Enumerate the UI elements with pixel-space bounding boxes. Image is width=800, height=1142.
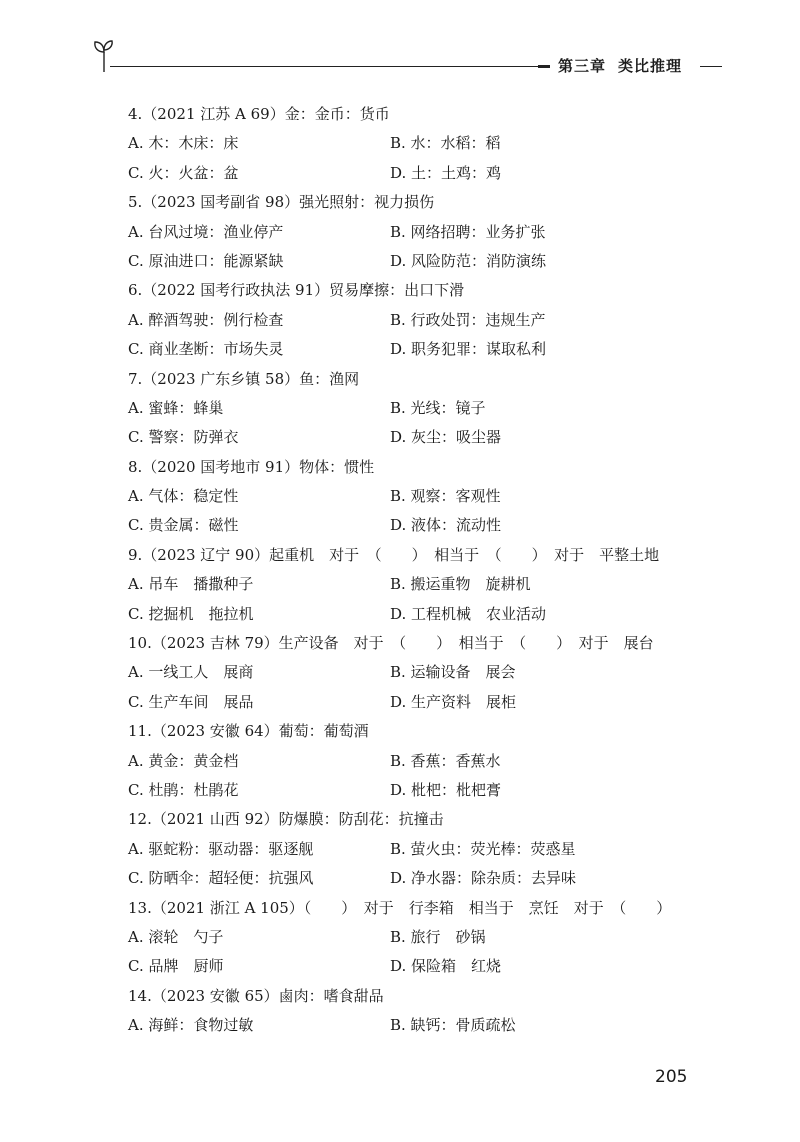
- answer-option: D. 土：土鸡：鸡: [390, 163, 502, 182]
- answer-option: A. 气体：稳定性: [128, 487, 239, 506]
- answer-option: D. 液体：流动性: [390, 516, 502, 535]
- sprout-icon: [92, 38, 116, 74]
- answer-option: B. 水：水稻：稻: [390, 134, 501, 153]
- answer-option: D. 净水器：除杂质：去异味: [390, 869, 577, 888]
- question-stem: 7.（2023 广东乡镇 58）鱼：渔网: [128, 369, 360, 388]
- answer-option: C. 警察：防弹衣: [128, 428, 239, 447]
- answer-option: C. 挖掘机 拖拉机: [128, 604, 254, 623]
- option-row: [128, 864, 708, 893]
- answer-option: D. 风险防范：消防演练: [390, 251, 547, 270]
- question-stem: 12.（2021 山西 92）防爆膜：防刮花：抗撞击: [128, 810, 444, 829]
- question-stem: 5.（2023 国考副省 98）强光照射：视力损伤: [128, 193, 435, 212]
- option-row: [128, 688, 708, 717]
- answer-option: B. 香蕉：香蕉水: [390, 751, 501, 770]
- option-row: [128, 658, 708, 687]
- option-row: [128, 923, 708, 952]
- answer-option: B. 缺钙：骨质疏松: [390, 1016, 516, 1035]
- header-rule-accent: [538, 65, 550, 68]
- answer-option: B. 萤火虫：荧光棒：荧惑星: [390, 839, 576, 858]
- answer-option: B. 搬运重物 旋耕机: [390, 575, 531, 594]
- question-stem: 13.（2021 浙江 A 105）（ ） 对于 行李箱 相当于 烹饪 对于 （ ）: [128, 898, 672, 917]
- answer-option: B. 运输设备 展会: [390, 663, 516, 682]
- option-row: [128, 600, 708, 629]
- option-row: [128, 306, 708, 335]
- answer-option: C. 原油进口：能源紧缺: [128, 251, 284, 270]
- answer-option: C. 火：火盆：盆: [128, 163, 239, 182]
- option-row: [128, 335, 708, 364]
- question-stem: 6.（2022 国考行政执法 91）贸易摩擦：出口下滑: [128, 281, 465, 300]
- answer-option: C. 贵金属：磁性: [128, 516, 239, 535]
- answer-option: B. 旅行 砂锅: [390, 927, 486, 946]
- option-row: [128, 835, 708, 864]
- answer-option: D. 工程机械 农业活动: [390, 604, 547, 623]
- option-row: [128, 218, 708, 247]
- option-row: [128, 129, 708, 158]
- chapter-number: 第三章: [558, 57, 607, 75]
- answer-option: D. 职务犯罪：谋取私利: [390, 340, 547, 359]
- answer-option: C. 杜鹃：杜鹃花: [128, 780, 239, 799]
- page-number: 205: [655, 1067, 688, 1087]
- question-stem: 10.（2023 吉林 79）生产设备 对于 （ ） 相当于 （ ） 对于 展台: [128, 634, 654, 653]
- option-row: [128, 247, 708, 276]
- question-stem: 9.（2023 辽宁 90）起重机 对于 （ ） 相当于 （ ） 对于 平整土地: [128, 545, 660, 564]
- answer-option: A. 黄金：黄金档: [128, 751, 239, 770]
- answer-option: D. 生产资料 展柜: [390, 692, 517, 711]
- answer-option: C. 防晒伞：超轻便：抗强风: [128, 869, 314, 888]
- option-row: [128, 776, 708, 805]
- answer-option: A. 台风过境：渔业停产: [128, 222, 284, 241]
- header-rule-left: [110, 66, 550, 67]
- option-row: [128, 482, 708, 511]
- answer-option: B. 光线：镜子: [390, 398, 486, 417]
- answer-option: D. 保险箱 红烧: [390, 957, 502, 976]
- answer-option: B. 观察：客观性: [390, 487, 501, 506]
- answer-option: D. 枇杷：枇杷膏: [390, 780, 502, 799]
- question-stem: 11.（2023 安徽 64）葡萄：葡萄酒: [128, 722, 369, 741]
- option-row: [128, 1011, 708, 1040]
- answer-option: A. 一线工人 展商: [128, 663, 254, 682]
- answer-option: A. 木：木床：床: [128, 134, 239, 153]
- question-list: [128, 100, 708, 1041]
- option-row: [128, 747, 708, 776]
- header-rule-right: [700, 66, 722, 67]
- chapter-heading: [558, 55, 682, 76]
- answer-option: A. 吊车 播撒种子: [128, 575, 254, 594]
- answer-option: B. 网络招聘：业务扩张: [390, 222, 546, 241]
- answer-option: A. 滚轮 勺子: [128, 927, 224, 946]
- answer-option: A. 醉酒驾驶：例行检查: [128, 310, 284, 329]
- answer-option: A. 海鲜：食物过敏: [128, 1016, 254, 1035]
- answer-option: D. 灰尘：吸尘器: [390, 428, 502, 447]
- option-row: [128, 159, 708, 188]
- answer-option: B. 行政处罚：违规生产: [390, 310, 546, 329]
- option-row: [128, 423, 708, 452]
- page-header: [92, 38, 722, 78]
- answer-option: C. 品牌 厨师: [128, 957, 224, 976]
- option-row: [128, 394, 708, 423]
- answer-option: C. 商业垄断：市场失灵: [128, 340, 284, 359]
- question-stem: 4.（2021 江苏 A 69）金：金币：货币: [128, 105, 390, 123]
- option-row: [128, 570, 708, 599]
- option-row: [128, 952, 708, 981]
- answer-option: A. 驱蛇粉：驱动器：驱逐舰: [128, 839, 314, 858]
- option-row: [128, 511, 708, 540]
- question-stem: 14.（2023 安徽 65）鹵肉：嗜食甜品: [128, 986, 384, 1005]
- question-stem: 8.（2020 国考地市 91）物体：惯性: [128, 457, 375, 476]
- chapter-title: 类比推理: [618, 57, 683, 75]
- answer-option: C. 生产车间 展品: [128, 692, 254, 711]
- answer-option: A. 蜜蜂：蜂巢: [128, 398, 224, 417]
